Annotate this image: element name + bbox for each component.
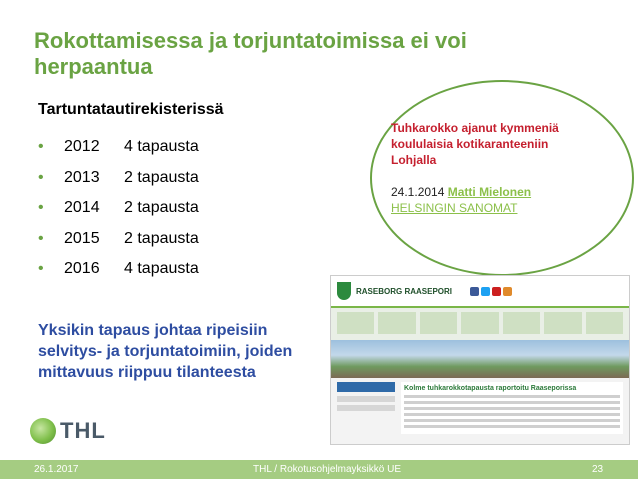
logo-text: THL: [60, 418, 106, 443]
case-year: 2013: [64, 168, 100, 186]
twitter-icon: [481, 287, 490, 296]
site-header: [331, 276, 629, 306]
article-line: [404, 401, 620, 404]
registry-subheading: Tartuntatautirekisterissä: [38, 101, 224, 118]
case-count: 4 tapausta: [124, 138, 199, 156]
social-icons: [470, 287, 512, 296]
case-year: 2016: [64, 260, 100, 278]
rss-icon: [503, 287, 512, 296]
list-item: [38, 193, 199, 224]
list-item: [38, 132, 199, 163]
site-body: [331, 378, 629, 438]
page-number: 23: [592, 464, 604, 475]
site-sidebar: [337, 382, 395, 434]
case-count: 2 tapausta: [124, 199, 199, 217]
youtube-icon: [492, 287, 501, 296]
article-line: [404, 419, 620, 422]
bullet-icon: •: [38, 229, 44, 247]
menu-block: [461, 312, 498, 334]
case-count: 4 tapausta: [124, 260, 199, 278]
menu-block: [544, 312, 581, 334]
case-list: [38, 132, 199, 285]
news-callout: [391, 120, 596, 216]
town-photo: [331, 340, 629, 378]
article-line: [404, 395, 620, 398]
news-byline: [391, 184, 596, 216]
site-article: [401, 382, 623, 434]
footer-bar: [0, 460, 638, 479]
thl-logo: [30, 418, 106, 444]
menu-block: [503, 312, 540, 334]
article-line: [404, 413, 620, 416]
list-item: [38, 254, 199, 285]
facebook-icon: [470, 287, 479, 296]
footer-date: 26.1.2017: [34, 464, 79, 475]
logo-mark-icon: [30, 418, 56, 444]
sidebar-header: [337, 382, 395, 392]
menu-block: [337, 312, 374, 334]
article-line: [404, 425, 620, 428]
menu-block: [586, 312, 623, 334]
site-name: RASEBORG RAASEPORI: [356, 286, 453, 296]
case-count: 2 tapausta: [124, 229, 199, 247]
bullet-icon: •: [38, 168, 44, 186]
bullet-icon: •: [38, 199, 44, 217]
menu-block: [420, 312, 457, 334]
bullet-icon: •: [38, 138, 44, 156]
article-line: [404, 407, 620, 410]
case-year: 2012: [64, 138, 100, 156]
bullet-icon: •: [38, 260, 44, 278]
embedded-website-screenshot: [330, 275, 630, 445]
news-headline: Tuhkarokko ajanut kymmeniä koululaisia kotikaranteeniin Lohjalla: [391, 121, 559, 167]
sidebar-line: [337, 396, 395, 402]
footer-org: THL / Rokotusohjelmayksikkö UE: [253, 464, 402, 475]
article-headline: Kolme tuhkarokkotapausta raportoitu Raaseporissa: [404, 385, 577, 392]
list-item: [38, 163, 199, 194]
news-date: 24.1.2014: [391, 185, 445, 199]
slide-title: Rokottamisessa ja torjuntatoimissa ei voi herpaantua: [34, 28, 467, 79]
sidebar-line: [337, 405, 395, 411]
coat-of-arms-icon: [337, 282, 351, 300]
menu-block: [378, 312, 415, 334]
response-note: Yksikin tapaus johtaa ripeisiin selvitys- ja torjuntatoimiin, joiden mittavuus riippuu tilanteesta: [38, 322, 293, 381]
list-item: [38, 224, 199, 255]
site-menu: [331, 306, 629, 340]
source-link[interactable]: HELSINGIN SANOMAT: [391, 201, 518, 215]
case-count: 2 tapausta: [124, 168, 199, 186]
case-year: 2015: [64, 229, 100, 247]
case-year: 2014: [64, 199, 100, 217]
author-link[interactable]: Matti Mielonen: [447, 185, 532, 199]
